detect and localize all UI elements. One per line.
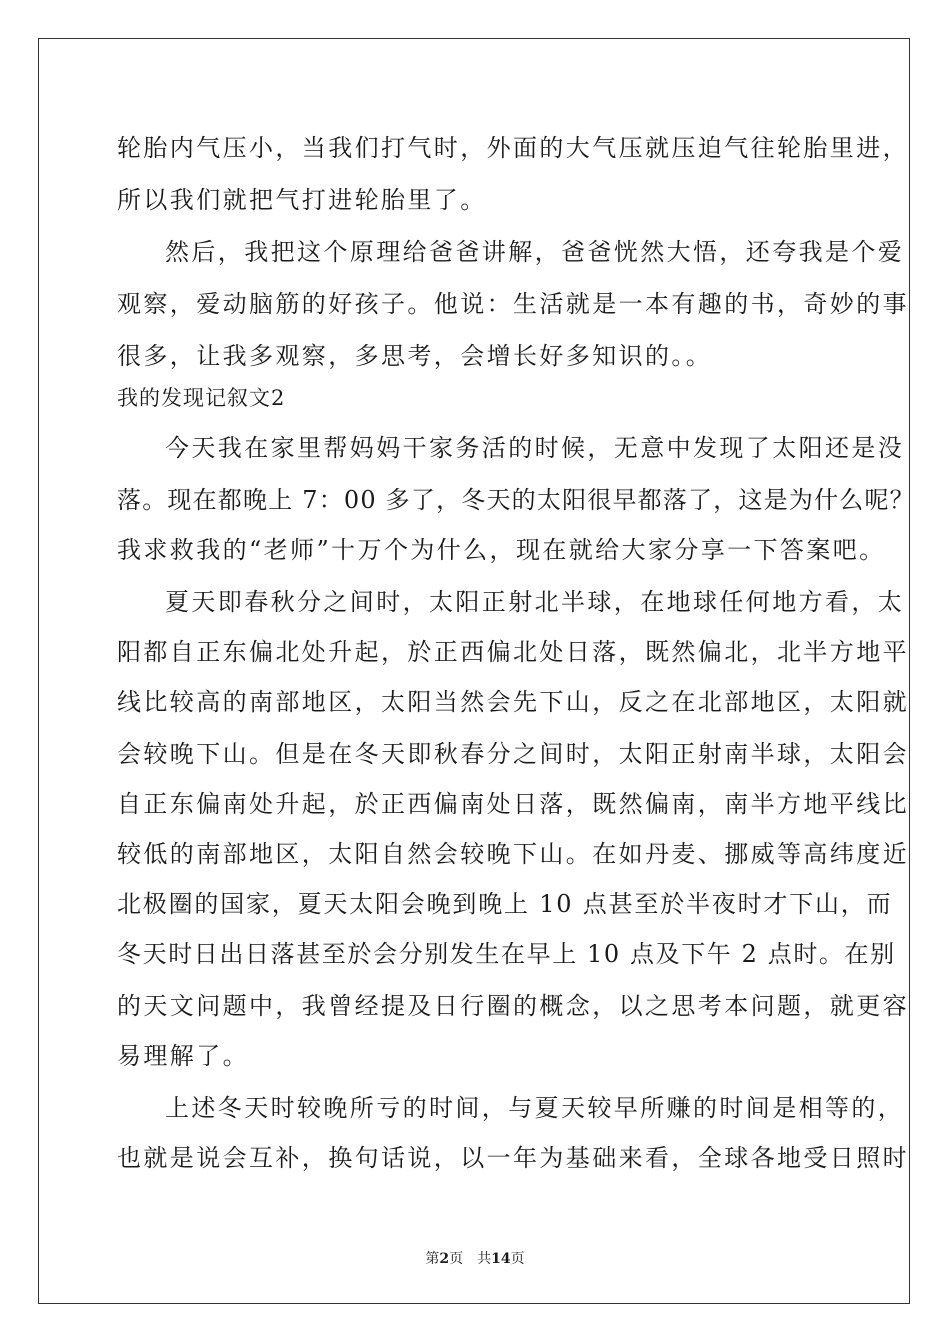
text-line: 阳都自正东偏北处升起，於正西偏北处日落，既然偏北，北半方地平 (117, 638, 909, 666)
footer-page-suffix: 页 共 (449, 1251, 492, 1267)
text-line: 今天我在家里帮妈妈干家务活的时候，无意中发现了太阳还是没 (165, 434, 905, 462)
text-line: 冬天时日出日落甚至於会分别发生在早上 10 点及下午 2 点时。在别 (117, 940, 896, 968)
text-line: 轮胎内气压小，当我们打气时，外面的大气压就压迫气往轮胎里进， (117, 134, 909, 162)
page-footer (0, 1248, 950, 1268)
section-heading: 我的发现记叙文2 (117, 386, 286, 410)
text-line: 较低的南部地区，太阳自然会较晚下山。在如丹麦、挪威等高纬度近 (117, 840, 909, 868)
text-line: 我求救我的“老师”十万个为什么，现在就给大家分享一下答案吧。 (117, 536, 886, 564)
text-line: 线比较高的南部地区，太阳当然会先下山，反之在北部地区，太阳就 (117, 688, 909, 716)
footer-total-pages: 14 (491, 1251, 511, 1267)
text-line: 很多，让我多观察，多思考，会增长好多知识的。。 (117, 342, 713, 370)
text-line: 上述冬天时较晚所亏的时间，与夏天较早所赚的时间是相等的， (165, 1094, 905, 1122)
footer-page-number: 2 (439, 1251, 450, 1267)
text-line: 的天文问题中，我曾经提及日行圈的概念，以之思考本问题，就更容 (117, 992, 909, 1020)
text-line: 也就是说会互补，换句话说，以一年为基础来看，全球各地受日照时 (117, 1144, 909, 1172)
text-line: 会较晚下山。但是在冬天即秋春分之间时，太阳正射南半球，太阳会 (117, 740, 909, 768)
footer-total-suffix: 页 (510, 1251, 525, 1267)
text-line: 落。现在都晚上 7：00 多了，冬天的太阳很早都落了，这是为什么呢？ (117, 486, 915, 514)
text-line: 夏天即春秋分之间时，太阳正射北半球，在地球任何地方看，太 (165, 588, 905, 616)
text-line: 易理解了。 (117, 1042, 249, 1070)
text-line: 北极圈的国家，夏天太阳会晚到晚上 10 点甚至於半夜时才下山，而 (117, 890, 893, 918)
footer-prefix: 第 (425, 1251, 440, 1267)
text-line: 观察，爱动脑筋的好孩子。他说：生活就是一本有趣的书，奇妙的事 (117, 290, 909, 318)
text-line: 所以我们就把气打进轮胎里了。 (117, 186, 487, 214)
text-line: 自正东偏南处升起，於正西偏南处日落，既然偏南，南半方地平线比 (117, 790, 909, 818)
text-line: 然后，我把这个原理给爸爸讲解，爸爸恍然大悟，还夸我是个爱 (165, 238, 905, 266)
